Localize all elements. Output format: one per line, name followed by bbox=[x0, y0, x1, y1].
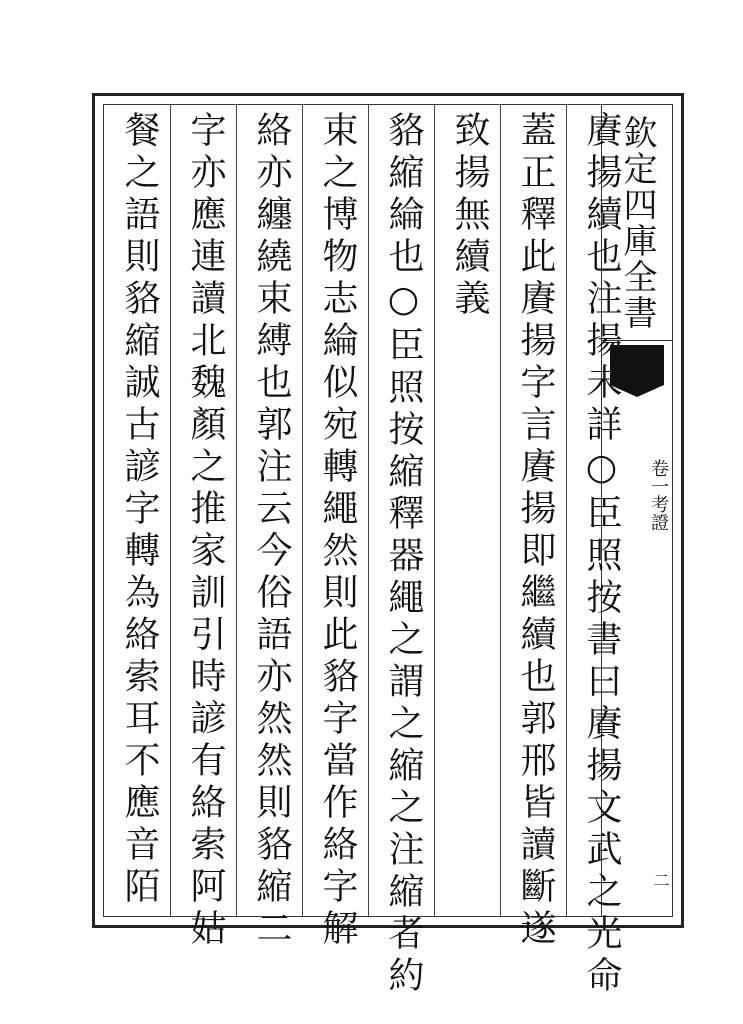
column-rule bbox=[434, 105, 435, 916]
book-title: 欽定四庫全書 bbox=[602, 105, 672, 341]
column-rule bbox=[170, 105, 171, 916]
volume-label: 卷一考證 bbox=[648, 459, 669, 531]
text-column-7: 字亦應連讀北魏顏之推家訓引時諺有絡索阿姑 bbox=[185, 111, 226, 951]
column-rule bbox=[236, 105, 237, 916]
text-column-8: 餐之語則貉縮誠古諺字轉為絡索耳不應音陌 bbox=[119, 111, 160, 909]
text-column-3: 致揚無續義 bbox=[449, 111, 490, 321]
column-rule bbox=[566, 105, 567, 916]
text-column-5: 束之博物志綸似宛轉繩然則此貉字當作絡字解 bbox=[317, 111, 358, 951]
page-number: 二 bbox=[651, 872, 670, 888]
text-column-2: 蓋正釋此賡揚字言賡揚即繼續也郭邢皆讀斷遂 bbox=[515, 111, 556, 951]
text-area bbox=[103, 104, 673, 998]
page-frame bbox=[92, 93, 684, 998]
text-column-1: 賡揚續也注揚未詳○臣照按書曰賡揚文武之光命 bbox=[581, 111, 622, 998]
column-rule bbox=[302, 105, 303, 916]
text-column-6: 絡亦纏繞束縛也郭注云今俗語亦然然則貉縮二 bbox=[251, 111, 292, 951]
text-column-4: 貉縮綸也○臣照按縮釋器繩之謂之縮之注縮者約 bbox=[383, 111, 424, 998]
column-rule bbox=[500, 105, 501, 916]
column-rule bbox=[368, 105, 369, 916]
